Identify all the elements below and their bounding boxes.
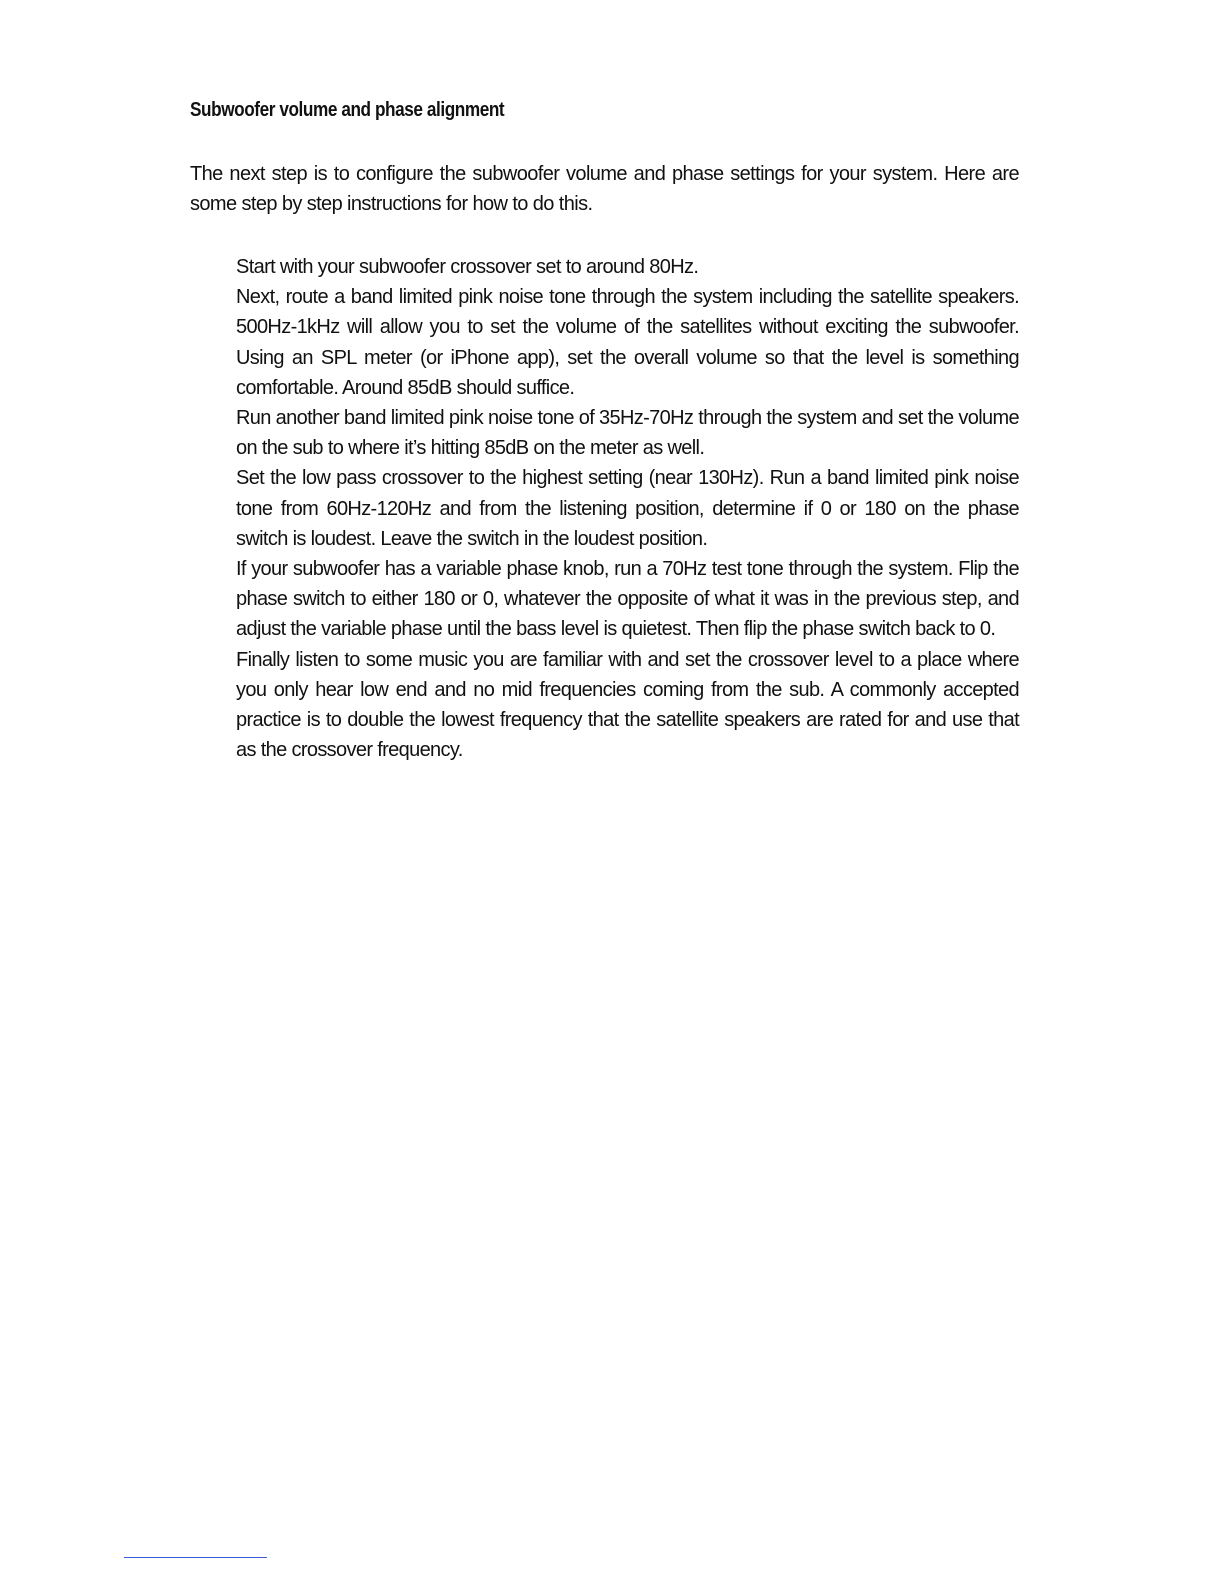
footnote-divider (124, 1557, 267, 1558)
instruction-list (236, 252, 1019, 765)
list-item: Next, route a band limited pink noise tone through the system including the satellite speakers. 500Hz-1kHz will allow you to set the volume of the satellites without exciting the subwoofer. Using an SPL meter (or iPhone app), set the overall volume so that the level is something comfortable. Around 85dB should suffice. (236, 286, 1019, 399)
section-heading: Subwoofer volume and phase alignment (190, 99, 505, 121)
intro-paragraph: The next step is to configure the subwoofer volume and phase settings for your system. Here are some step by step instructions for how to do this. (190, 163, 1019, 215)
list-item: Set the low pass crossover to the highest setting (near 130Hz). Run a band limited pink noise tone from 60Hz-120Hz and from the listening position, determine if 0 or 180 on the phase switch is loudest. Leave the switch in the loudest position. (236, 467, 1019, 550)
list-item: If your subwoofer has a variable phase knob, run a 70Hz test tone through the system. Flip the phase switch to either 180 or 0, whatever the opposite of what it was in the previous step, and adjust the variable phase until the bass level is quietest. Then flip the phase switch back to 0. (236, 558, 1019, 641)
list-item: Start with your subwoofer crossover set to around 80Hz. (236, 256, 699, 278)
list-item: Run another band limited pink noise tone of 35Hz-70Hz through the system and set the volume on the sub to where it’s hitting 85dB on the meter as well. (236, 407, 1019, 460)
list-item: Finally listen to some music you are familiar with and set the crossover level to a place where you only hear low end and no mid frequencies coming from the sub. A commonly accepted practice is to double the lowest frequency that the satellite speakers are rated for and use that as the crossover frequency. (236, 648, 1019, 762)
